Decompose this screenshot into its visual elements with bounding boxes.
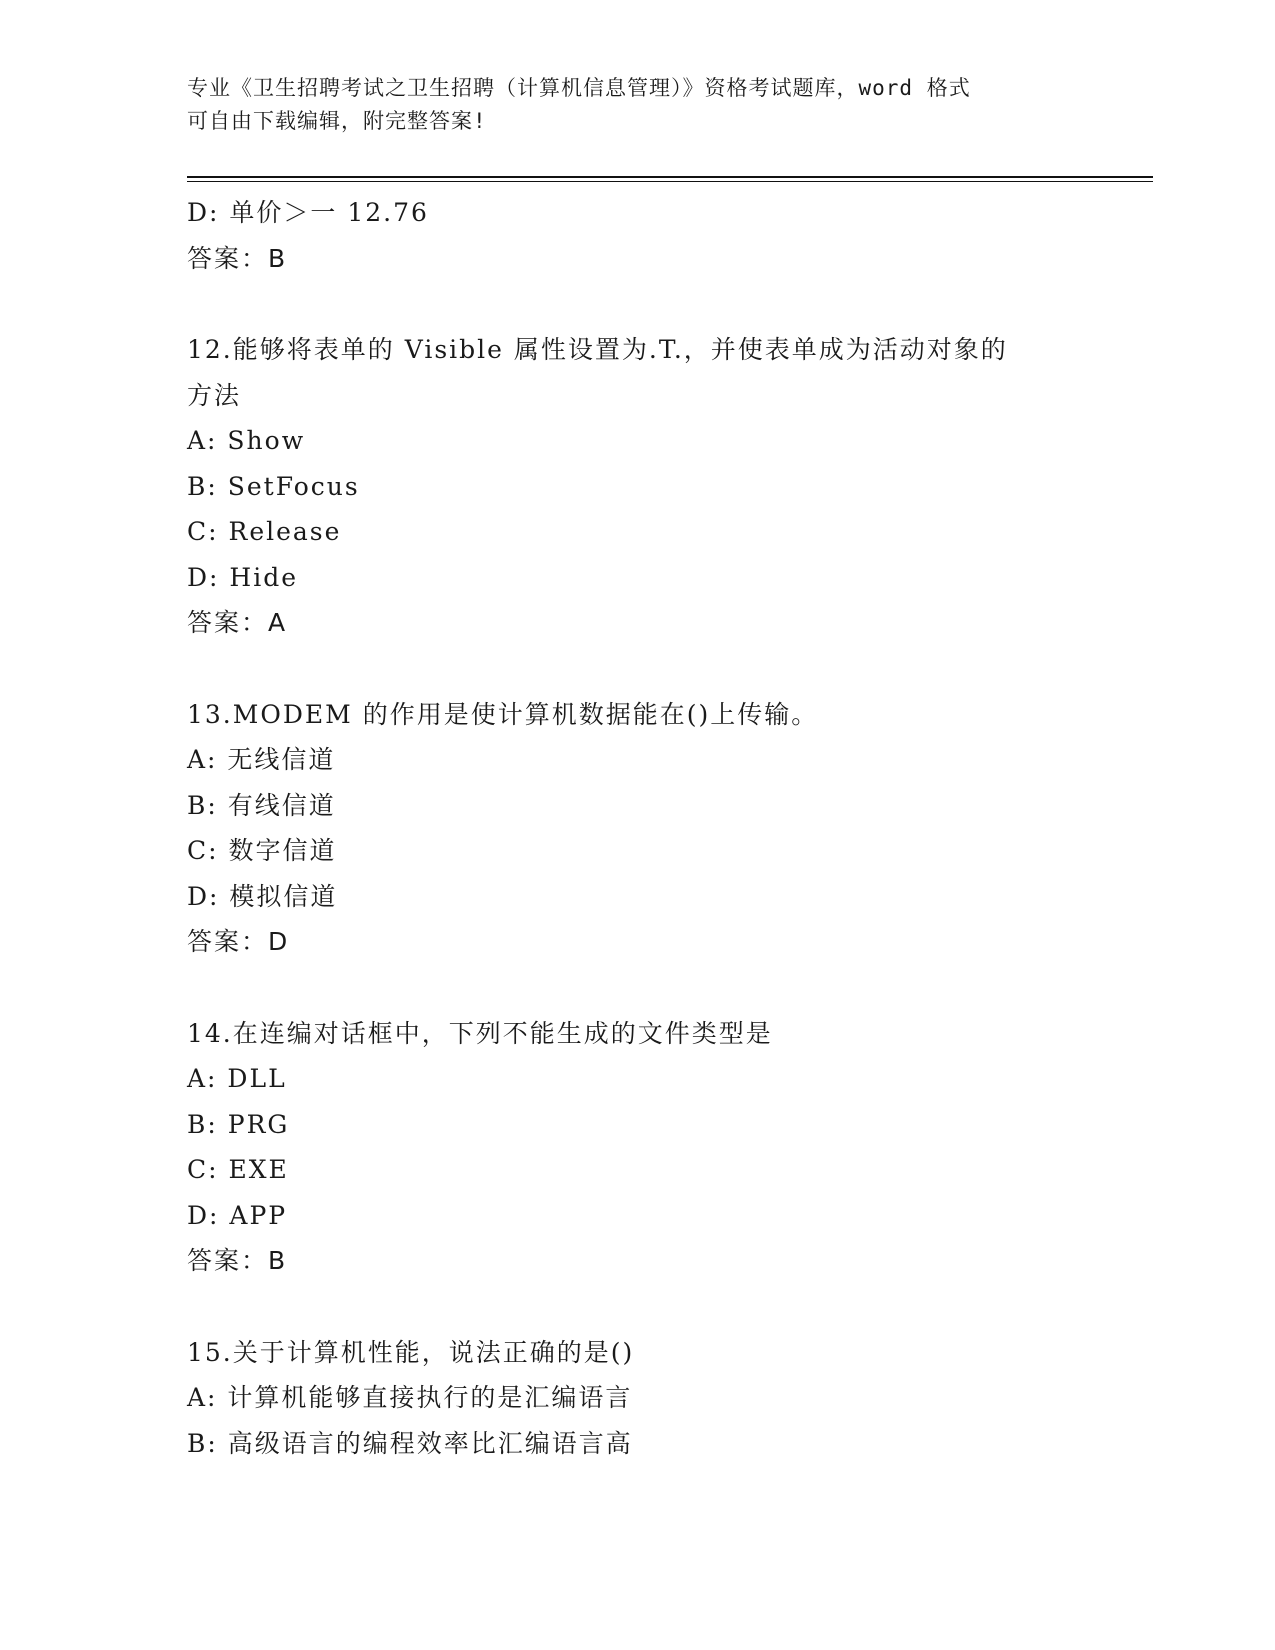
option-a: A: 计算机能够直接执行的是汇编语言 [187,1383,633,1412]
question-12 [187,327,1087,646]
answer-line: 答案：A [187,608,288,637]
option-d: D: 单价＞一 12.76 [187,198,429,227]
option-b: B: PRG [187,1109,290,1139]
header-divider-thin [187,181,1153,182]
answer-line: 答案：B [187,243,288,273]
answer-line: 答案：B [187,1246,288,1275]
option-c: C: Release [187,517,342,546]
option-b: B: 高级语言的编程效率比汇编语言高 [187,1428,633,1458]
option-a: A: DLL [187,1064,287,1093]
question-gap [187,965,1087,1011]
option-a: A: 无线信道 [187,745,336,774]
question-list [187,190,1087,1466]
option-b: B: 有线信道 [187,790,336,820]
option-d: D: Hide [187,562,299,592]
question-stem: 15.关于计算机性能，说法正确的是() [187,1337,635,1367]
question-14 [187,1011,1087,1284]
document-header [187,72,1087,138]
option-c: C: EXE [187,1155,289,1184]
question-stem: 14.在连编对话框中，下列不能生成的文件类型是 [187,1018,773,1048]
option-d: D: APP [187,1200,288,1230]
question-gap [187,1284,1087,1330]
question-gap [187,281,1087,327]
header-title-line-2: 可自由下载编辑，附完整答案! [187,109,487,133]
question-13 [187,692,1087,965]
option-b: B: SetFocus [187,471,360,501]
question-15 [187,1330,1087,1467]
option-a: A: Show [187,426,306,455]
header-title-line-1: 专业《卫生招聘考试之卫生招聘（计算机信息管理）》资格考试题库，word 格式 [187,76,971,100]
option-c: C: 数字信道 [187,836,337,865]
option-d: D: 模拟信道 [187,881,338,911]
answer-line: 答案：D [187,927,290,956]
question-stem: 12.能够将表单的 Visible 属性设置为.T.，并使表单成为活动对象的 [187,335,1008,364]
question-gap [187,646,1087,692]
question-stem-continued: 方法 [187,380,242,410]
header-divider-thick [187,176,1153,178]
question-stem: 13.MODEM 的作用是使计算机数据能在()上传输。 [187,699,819,729]
